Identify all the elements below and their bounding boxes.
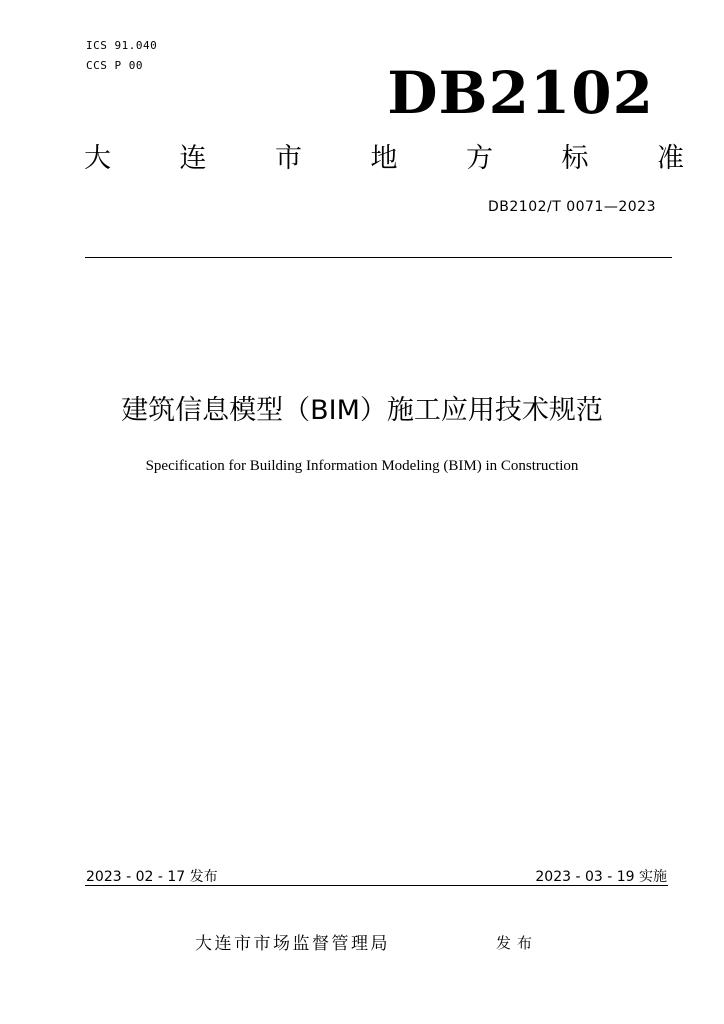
standard-type-char: 方 [466, 143, 493, 174]
classification-codes [86, 36, 157, 76]
implementation-date: 2023 - 03 - 19 实施 [535, 869, 667, 885]
standard-type-char: 连 [179, 143, 207, 174]
standard-logo: DB2102 [387, 59, 654, 127]
standard-type-char: 大 [84, 143, 111, 174]
ccs-code: CCS P 00 [86, 59, 143, 72]
standard-type-char: 准 [657, 143, 684, 174]
document-title-chinese: 建筑信息模型（BIM）施工应用技术规范 [121, 395, 603, 426]
issue-label: 发布 [496, 934, 539, 952]
standard-number: DB2102/T 0071—2023 [488, 199, 656, 215]
header-divider [85, 257, 672, 258]
standard-type-char: 标 [561, 143, 589, 174]
release-date: 2023 - 02 - 17 发布 [86, 869, 218, 885]
document-title-english: Specification for Building Information Modeling (BIM) in Construction [145, 458, 579, 474]
issuing-authority: 大连市市场监督管理局 [195, 934, 390, 954]
ics-code: ICS 91.040 [86, 39, 158, 52]
footer-divider [85, 885, 668, 886]
standard-type [84, 139, 684, 179]
standard-type-char: 市 [275, 143, 302, 174]
standard-type-char: 地 [370, 143, 398, 174]
